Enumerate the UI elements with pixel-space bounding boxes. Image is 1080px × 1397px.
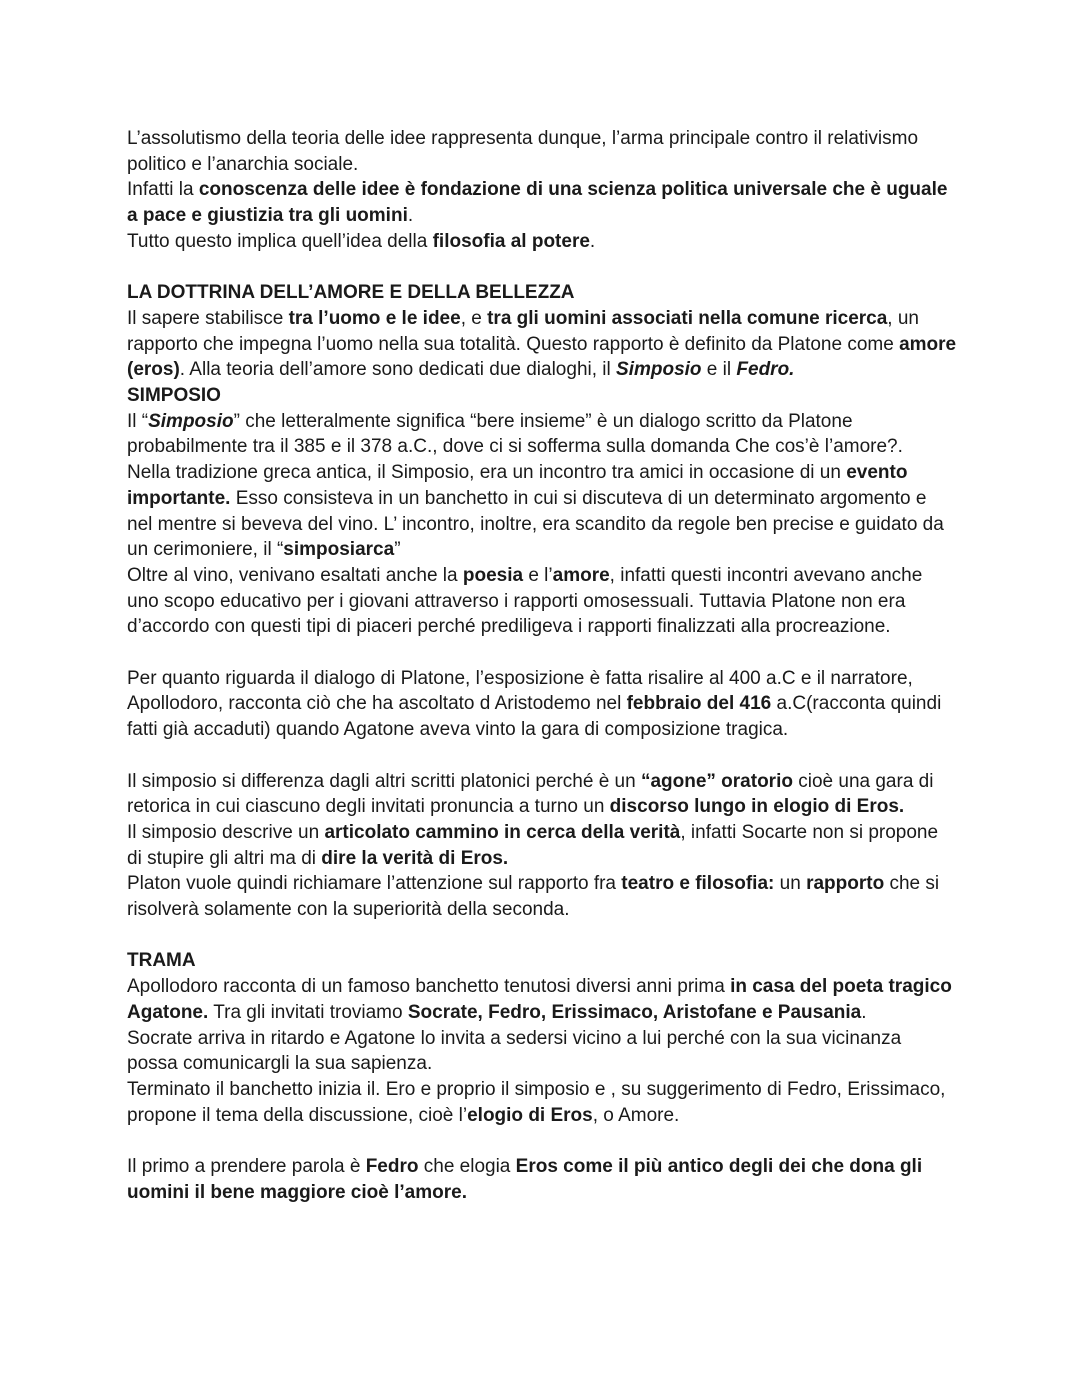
- spacer: [127, 640, 957, 666]
- dottrina-paragraph: Il sapere stabilisce tra l’uomo e le idee, e tra gli uomini associati nella comune ricerca, un rapporto che impegna l’uomo nella sua totalità. Questo rapporto è definito da Platone come amore (eros). Alla teoria dell’amore sono dedicati due dialoghi, il Simposio e il Fedro.: [127, 307, 957, 381]
- simposio-paragraph-1: Il “Simposio” che letteralmente significa “bere insieme” è un dialogo scritto da Platone probabilmente tra il 385 e il 378 a.C., dove ci si sofferma sulla domanda Che cos’è l’amore?.: [127, 410, 903, 458]
- section-heading-simposio: SIMPOSIO: [127, 385, 221, 407]
- section-heading-dottrina: LA DOTTRINA DELL’AMORE E DELLA BELLEZZA: [127, 282, 575, 304]
- trama-paragraph-2: Socrate arriva in ritardo e Agatone lo invita a sedersi vicino a lui perché con la sua vicinanza possa comunicargli la sua sapienza.: [127, 1027, 902, 1075]
- spacer: [127, 1128, 957, 1154]
- trama-paragraph-1: Apollodoro racconta di un famoso banchetto tenutosi diversi anni prima in casa del poeta tragico Agatone. Tra gli invitati troviamo Socrate, Fedro, Erissimaco, Aristofane e Pausania.: [127, 976, 952, 1023]
- trama-paragraph-3: Terminato il banchetto inizia il. Ero e proprio il simposio e , su suggerimento di Fedro, Erissimaco, propone il tema della discussione, cioè l’elogio di Eros, o Amore.: [127, 1078, 946, 1126]
- simposio-paragraph-7: Platon vuole quindi richiamare l’attenzione sul rapporto fra teatro e filosofia: un rapporto che si risolverà solamente con la superiorità della seconda.: [127, 873, 940, 921]
- trama-paragraph-4: Il primo a prendere parola è Fedro che elogia Eros come il più antico degli dei che dona gli uomini il bene maggiore cioè l’amore.: [127, 1156, 923, 1203]
- intro-paragraph-1: L’assolutismo della teoria delle idee rappresenta dunque, l’arma principale contro il relativismo politico e l’anarchia sociale.: [127, 128, 919, 175]
- simposio-paragraph-5: Il simposio si differenza dagli altri scritti platonici perché è un “agone” oratorio cioè una gara di retorica in cui ciascuno degli invitati pronuncia a turno un discorso lungo in elogio di Eros.: [127, 770, 934, 818]
- intro-paragraph-2: Infatti la conoscenza delle idee è fondazione di una scienza politica universale che è uguale a pace e giustizia tra gli uomini.: [127, 179, 948, 227]
- intro-paragraph-3: Tutto questo implica quell’idea della filosofia al potere.: [127, 230, 596, 252]
- simposio-paragraph-2: Nella tradizione greca antica, il Simposio, era un incontro tra amici in occasione di un evento importante. Esso consisteva in un banchetto in cui si discuteva di un determinato argomento e nel mentre si beveva del vino. L’ incontro, inoltre, era scandito da regole ben precise e guidato da un cerimoniere, il “simposiarca”: [127, 462, 944, 561]
- document-page: [127, 126, 957, 1205]
- simposio-paragraph-4: Per quanto riguarda il dialogo di Platone, l’esposizione è fatta risalire al 400 a.C e il narratore, Apollodoro, racconta ciò che ha ascoltato d Aristodemo nel febbraio del 416 a.C(racconta quindi fatti già accaduti) quando Agatone aveva vinto la gara di composizione tragica.: [127, 667, 942, 741]
- section-heading-trama: TRAMA: [127, 950, 196, 972]
- spacer: [127, 255, 957, 281]
- spacer: [127, 923, 957, 949]
- simposio-paragraph-3: Oltre al vino, venivano esaltati anche la poesia e l’amore, infatti questi incontri avevano anche uno scopo educativo per i giovani attraverso i rapporti omosessuali. Tuttavia Platone non era d’accordo con questi tipi di piaceri perché prediligeva i rapporti finalizzati alla procreazione.: [127, 564, 923, 638]
- spacer: [127, 743, 957, 769]
- simposio-paragraph-6: Il simposio descrive un articolato cammino in cerca della verità, infatti Socarte non si propone di stupire gli altri ma di dire la verità di Eros.: [127, 821, 939, 869]
